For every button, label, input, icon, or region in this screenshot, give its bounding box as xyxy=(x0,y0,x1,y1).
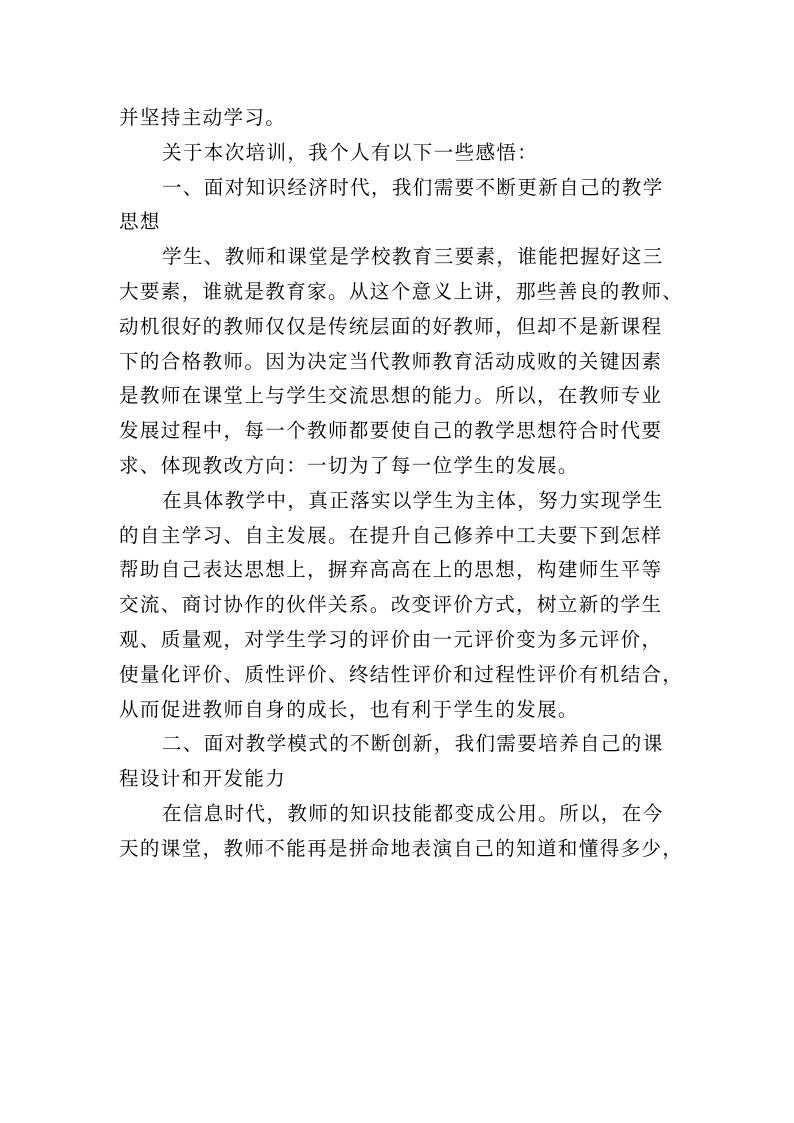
text-line: 程设计和开发能力 xyxy=(119,767,287,791)
text-line: 在具体教学中，真正落实以学生为主体，努力实现学生 xyxy=(162,488,664,512)
text-line: 求、体现教改方向：一切为了每一位学生的发展。 xyxy=(119,453,579,477)
text-line: 天的课堂，教师不能再是拼命地表演自己的知道和懂得多少， xyxy=(119,836,684,860)
text-line: 在信息时代，教师的知识技能都变成公用。所以，在今 xyxy=(162,801,664,825)
text-line: 交流、商讨协作的伙伴关系。改变评价方式，树立新的学生 xyxy=(119,593,663,617)
text-line: 是教师在课堂上与学生交流思想的能力。所以，在教师专业 xyxy=(119,384,663,408)
text-line: 一、面对知识经济时代，我们需要不断更新自己的教学 xyxy=(162,175,664,199)
text-line: 动机很好的教师仅仅是传统层面的好教师，但却不是新课程 xyxy=(119,314,663,338)
text-line: 学生、教师和课堂是学校教育三要素，谁能把握好这三 xyxy=(162,245,664,269)
text-line: 思想 xyxy=(119,210,161,234)
text-line: 关于本次培训，我个人有以下一些感悟： xyxy=(162,140,539,164)
text-line: 下的合格教师。因为决定当代教师教育活动成败的关键因素 xyxy=(119,349,663,373)
text-line: 二、面对教学模式的不断创新，我们需要培养自己的课 xyxy=(162,732,664,756)
document-body xyxy=(119,101,684,867)
text-line: 发展过程中，每一个教师都要使自己的教学思想符合时代要 xyxy=(119,419,663,443)
text-line: 大要素，谁就是教育家。从这个意义上讲，那些善良的教师、 xyxy=(119,279,684,303)
text-line: 从而促进教师自身的成长，也有利于学生的发展。 xyxy=(119,697,579,721)
text-line: 的自主学习、自主发展。在提升自己修养中工夫要下到怎样 xyxy=(119,523,663,547)
text-line: 帮助自己表达思想上，摒弃高高在上的思想，构建师生平等 xyxy=(119,558,663,582)
text-line: 并坚持主动学习。 xyxy=(119,106,287,129)
text-line: 观、质量观，对学生学习的评价由一元评价变为多元评价， xyxy=(119,627,663,651)
text-line: 使量化评价、质性评价、终结性评价和过程性评价有机结合， xyxy=(119,662,684,686)
